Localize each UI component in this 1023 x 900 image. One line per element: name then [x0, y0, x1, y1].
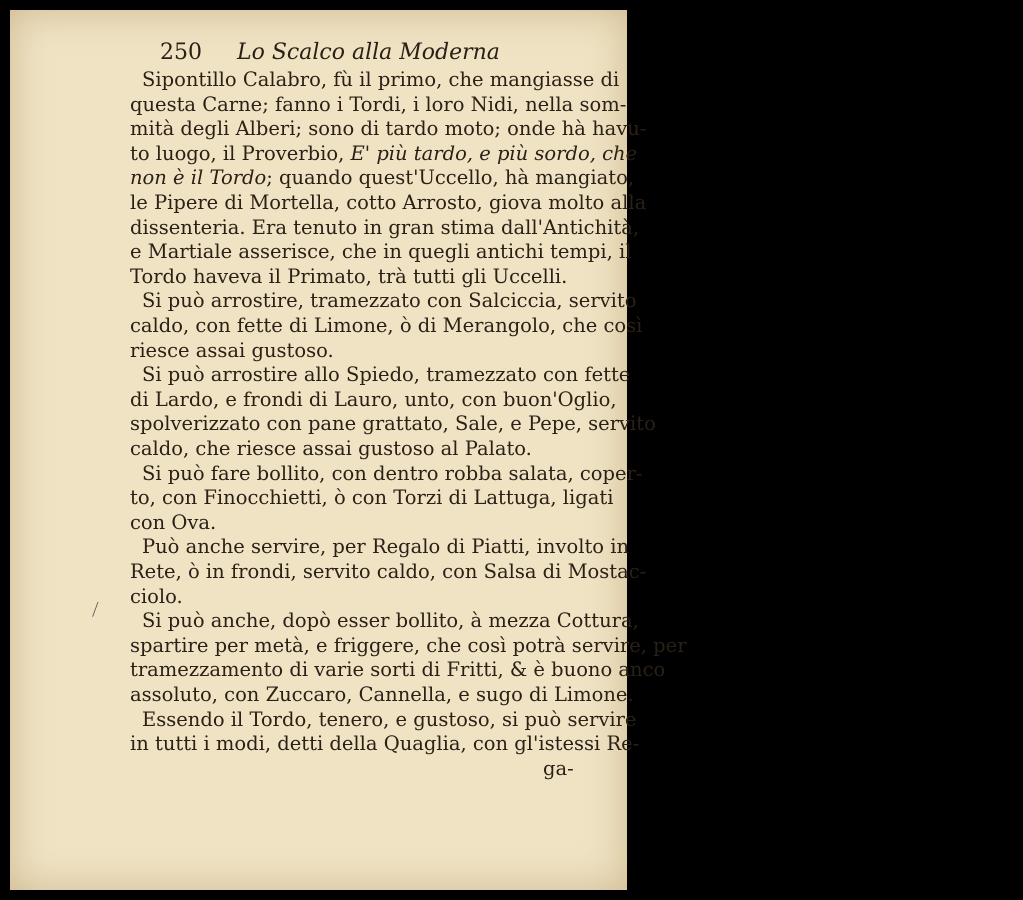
text-line: tramezzamento di varie sorti di Fritti, & è buono anco	[130, 658, 666, 682]
running-title: Lo Scalco alla Moderna	[237, 40, 500, 65]
text-line: spartire per metà, e friggere, che così potrà servire, per	[130, 633, 687, 657]
text-line: to, con Finocchietti, ò con Torzi di Lattuga, ligati	[130, 486, 614, 510]
text-line: e Martiale asserisce, che in quegli antichi tempi, il	[130, 240, 632, 264]
text-line	[130, 166, 635, 190]
text-line: mità degli Alberi; sono di tardo moto; onde hà havu-	[130, 117, 647, 141]
text-line: Essendo il Tordo, tenero, e gustoso, si può servire	[142, 707, 637, 731]
text-line: riesce assai gustoso.	[130, 338, 334, 362]
text-line: spolverizzato con pane grattato, Sale, e Pepe, servito	[130, 412, 656, 436]
text-line: caldo, che riesce assai gustoso al Palato.	[130, 437, 532, 460]
text-span: ; quando quest'Uccello, hà mangiato,	[266, 166, 635, 190]
text-line: Si può arrostire allo Spiedo, tramezzato con fette	[142, 363, 631, 387]
text-line: ciolo.	[130, 584, 183, 608]
text-line: in tutti i modi, detti della Quaglia, con gl'istessi Re-	[130, 732, 640, 756]
margin-pencil-mark: ⟋	[86, 598, 104, 621]
text-line: caldo, con fette di Limone, ò di Merangolo, che così	[130, 314, 643, 337]
text-line	[130, 141, 638, 166]
text-line: di Lardo, e frondi di Lauro, unto, con buon'Oglio,	[130, 387, 617, 411]
text-line: assoluto, con Zuccaro, Cannella, e sugo di Limone.	[130, 683, 634, 706]
text-line: Può anche servire, per Regalo di Piatti, involto in	[142, 535, 630, 559]
italic-text: E' più tardo, e più sordo, che	[350, 141, 638, 165]
text-line: Sipontillo Calabro, fù il primo, che mangiasse di	[142, 68, 620, 91]
text-line: Si può arrostire, tramezzato con Salciccia, servito	[142, 289, 637, 313]
text-line: con Ova.	[130, 510, 217, 534]
book-page	[10, 10, 687, 890]
text-line: Tordo haveva il Primato, trà tutti gli Uccelli.	[130, 264, 568, 288]
text-line: Rete, ò in frondi, servito caldo, con Salsa di Mostac-	[130, 560, 647, 583]
catchword: ga-	[543, 756, 574, 780]
page-number: 250	[160, 40, 202, 65]
italic-text: non è il Tordo	[130, 166, 267, 190]
text-line: Si può fare bollito, con dentro robba salata, coper-	[142, 461, 643, 485]
text-span: to luogo, il Proverbio,	[130, 141, 351, 165]
text-line: le Pipere di Mortella, cotto Arrosto, giova molto alla	[130, 191, 647, 214]
page-header	[160, 40, 500, 65]
text-line: dissenteria. Era tenuto in gran stima dall'Antichità,	[130, 215, 640, 239]
text-line: Si può anche, dopò esser bollito, à mezza Cottura,	[142, 609, 639, 633]
text-line: questa Carne; fanno i Tordi, i loro Nidi, nella som-	[130, 92, 627, 116]
